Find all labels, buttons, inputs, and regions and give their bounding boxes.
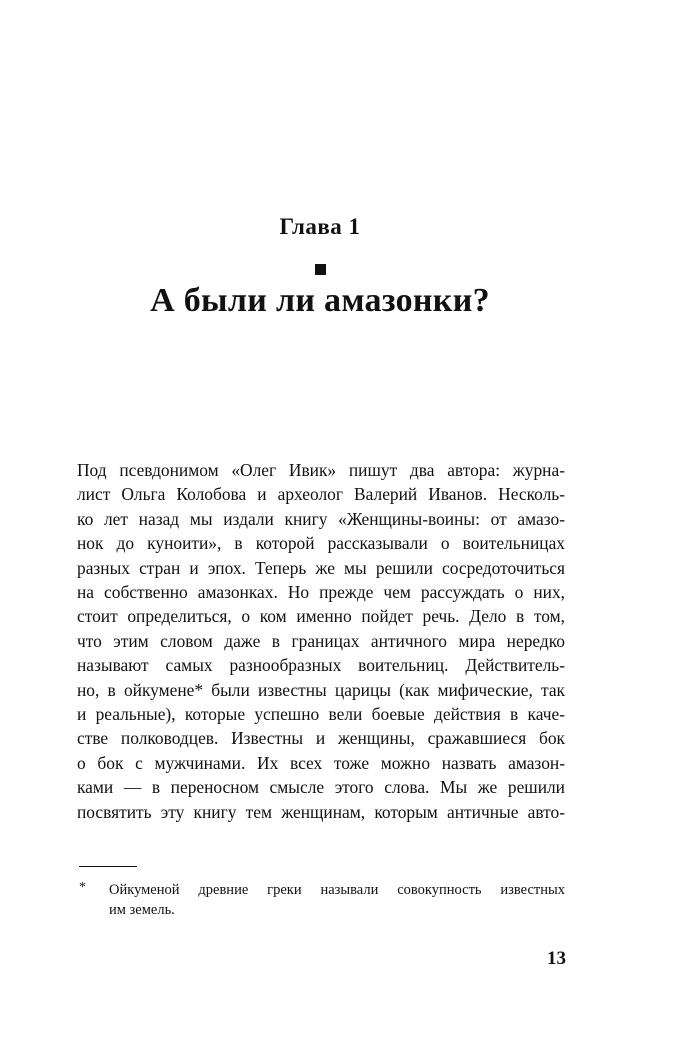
body-line: на собственно амазонках. Но прежде чем рассуждать о них, xyxy=(77,582,565,603)
body-line: что этим словом даже в границах античного мира нередко xyxy=(77,630,565,651)
footnote-rule xyxy=(79,866,137,867)
body-line: лист Ольга Колобова и археолог Валерий Иванов. Несколь- xyxy=(77,484,565,505)
body-line: и реальные), которые успешно вели боевые действия в каче- xyxy=(77,704,565,725)
footnote-line: Ойкуменой древние греки называли совокупность известных xyxy=(109,882,565,898)
footnote-marker: * xyxy=(79,880,86,895)
body-line: называют самых разнообразных воительниц. Действитель- xyxy=(77,655,565,676)
body-line: Под псевдонимом «Олег Ивик» пишут два автора: журна- xyxy=(77,460,565,480)
footnote xyxy=(79,880,565,920)
chapter-label: Глава 1 xyxy=(279,214,361,239)
body-line: о бок с мужчинами. Их всех тоже можно назвать амазон- xyxy=(77,752,565,773)
body-line: но, в ойкумене* были известны царицы (как мифические, так xyxy=(77,679,565,700)
body-line: ками — в переносном смысле этого слова. Мы же решили xyxy=(77,777,565,798)
body-text xyxy=(77,458,565,824)
body-line: посвятить эту книгу тем женщинам, которым античные авто- xyxy=(77,801,565,822)
page-number: 13 xyxy=(547,948,566,969)
body-line: ко лет назад мы издали книгу «Женщины-воины: от амазо- xyxy=(77,508,565,529)
body-line: разных стран и эпох. Теперь же мы решили сосредоточиться xyxy=(77,557,565,578)
footnote-line: им земель. xyxy=(109,902,175,918)
chapter-separator-square xyxy=(315,264,326,275)
chapter-title: А были ли амазонки? xyxy=(150,282,490,319)
body-line: стоит определиться, о ком именно пойдет речь. Дело в том, xyxy=(77,606,565,627)
body-line: стве полководцев. Известны и женщины, сражавшиеся бок xyxy=(77,728,565,749)
body-line: нок до куноити», в которой рассказывали о воительницах xyxy=(77,533,565,554)
